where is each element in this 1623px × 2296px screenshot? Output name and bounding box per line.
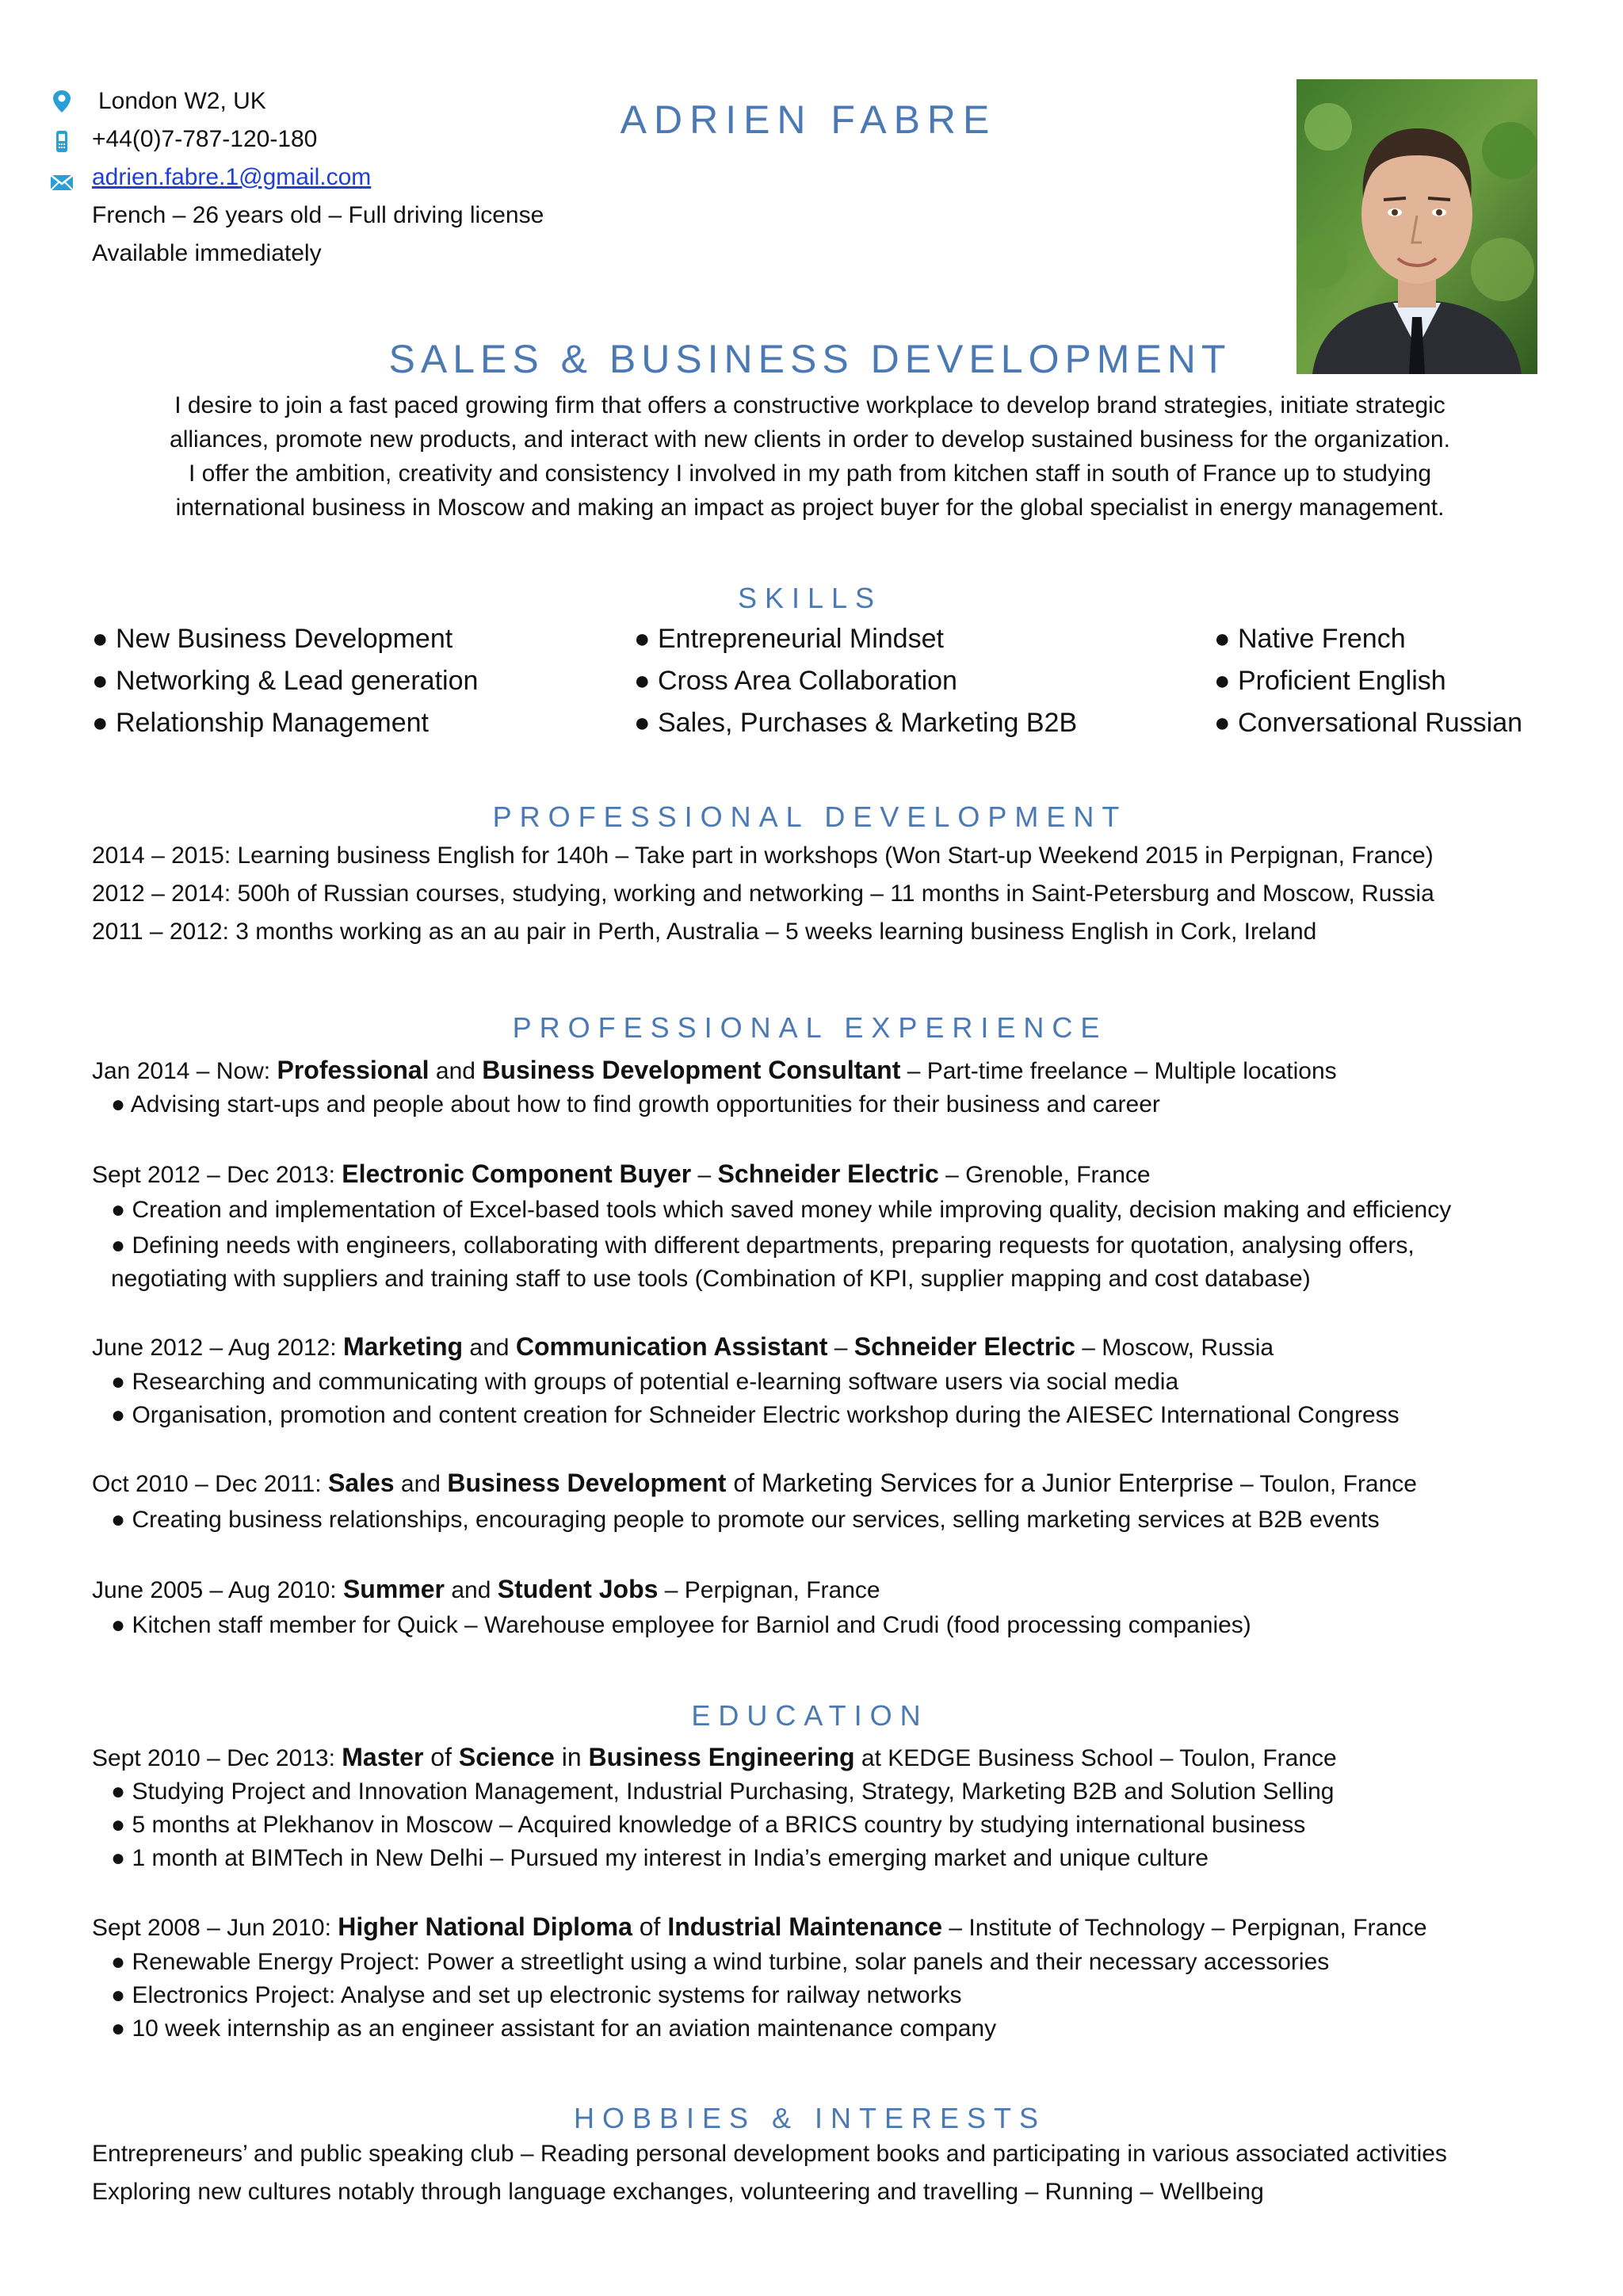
education-heading: EDUCATION <box>691 1699 929 1732</box>
job-header <box>92 1330 1274 1365</box>
text: of <box>632 1912 668 1941</box>
text: of <box>423 1743 459 1771</box>
bold-text: Schneider Electric <box>717 1159 939 1188</box>
text: Jan 2014 – Now: <box>92 1058 277 1084</box>
education-header <box>92 1910 1427 1945</box>
skill-item: ● Entrepreneurial Mindset <box>634 624 944 654</box>
job-bullet: ● Researching and communicating with groups of potential e-learning software users via social media <box>111 1369 1179 1395</box>
summary-line: I offer the ambition, creativity and consistency I involved in my path from kitchen staff in south of France up to studying <box>188 460 1432 487</box>
text: and <box>463 1335 516 1361</box>
contact-availability: Available immediately <box>92 240 322 266</box>
hobbies-heading: HOBBIES & INTERESTS <box>573 2102 1047 2134</box>
job-bullet: ● Creating business relationships, encouraging people to promote our services, selling marketing services at B2B events <box>111 1507 1380 1533</box>
contact-phone: +44(0)7-787-120-180 <box>92 126 318 152</box>
job-bullet: ● Organisation, promotion and content creation for Schneider Electric workshop during the AIESEC International Congress <box>111 1402 1400 1428</box>
skill-item: ● Networking & Lead generation <box>92 666 479 696</box>
skill-item: ● Native French <box>1214 624 1406 654</box>
job-bullet: ● Kitchen staff member for Quick – Warehouse employee for Barniol and Crudi (food processing companies) <box>111 1612 1251 1638</box>
text: Sept 2012 – Dec 2013: <box>92 1162 342 1188</box>
bold-text: Student Jobs <box>497 1575 659 1603</box>
development-entry: 2014 – 2015: Learning business English for 140h – Take part in workshops (Won Start-up Weekend 2015 in Perpignan, France) <box>92 842 1434 869</box>
skill-item: ● New Business Development <box>92 624 453 654</box>
location-pin-icon <box>49 89 74 114</box>
text: – <box>827 1335 854 1361</box>
bold-text: Business Development Consultant <box>482 1056 901 1084</box>
skill-item: ● Conversational Russian <box>1214 708 1523 738</box>
contact-location: London W2, UK <box>98 88 266 114</box>
bold-text: Sales <box>327 1469 395 1497</box>
text: and <box>394 1471 448 1497</box>
text: – Moscow, Russia <box>1075 1335 1274 1361</box>
text: in <box>554 1743 589 1771</box>
text: – Perpignan, France <box>658 1577 880 1603</box>
bold-text: Communication Assistant <box>515 1332 828 1361</box>
text: at KEDGE Business School – Toulon, France <box>854 1745 1337 1771</box>
education-bullet: ● 5 months at Plekhanov in Moscow – Acquired knowledge of a BRICS country by studying international business <box>111 1812 1306 1838</box>
text: – Grenoble, France <box>938 1162 1151 1188</box>
skill-item: ● Relationship Management <box>92 708 429 738</box>
text: and <box>445 1577 498 1603</box>
professional-experience-heading: PROFESSIONAL EXPERIENCE <box>512 1011 1108 1044</box>
text: Oct 2010 – Dec 2011: <box>92 1471 328 1497</box>
skills-heading: SKILLS <box>737 582 883 614</box>
bold-text: Summer <box>342 1575 445 1603</box>
education-bullet: ● Electronics Project: Analyse and set up electronic systems for railway networks <box>111 1982 962 2008</box>
bold-text: Marketing <box>342 1332 464 1361</box>
bold-text: Professional <box>277 1056 430 1084</box>
text: Sept 2010 – Dec 2013: <box>92 1745 342 1771</box>
bold-text: Industrial Maintenance <box>667 1912 943 1941</box>
education-header <box>92 1740 1337 1775</box>
education-bullet: ● 10 week internship as an engineer assistant for an aviation maintenance company <box>111 2015 997 2042</box>
hobby-line: Exploring new cultures notably through language exchanges, volunteering and travelling – Running – Wellbeing <box>92 2179 1264 2205</box>
job-header <box>92 1053 1337 1088</box>
candidate-name: ADRIEN FABRE <box>620 97 997 142</box>
text: Sept 2008 – Jun 2010: <box>92 1915 338 1941</box>
job-bullet: ● Defining needs with engineers, collaborating with different departments, preparing requests for quotation, analysing offers, <box>111 1232 1415 1259</box>
envelope-icon <box>49 170 74 195</box>
job-header <box>92 1157 1151 1192</box>
job-bullet: ● Advising start-ups and people about how to find growth opportunities for their business and career <box>111 1091 1160 1117</box>
text: June 2005 – Aug 2010: <box>92 1577 343 1603</box>
bold-text: Schneider Electric <box>854 1332 1075 1361</box>
text: June 2012 – Aug 2012: <box>92 1335 343 1361</box>
skill-item: ● Cross Area Collaboration <box>634 666 957 696</box>
development-entry: 2012 – 2014: 500h of Russian courses, studying, working and networking – 11 months in Saint-Petersburg and Moscow, Russia <box>92 881 1434 907</box>
bold-text: Science <box>458 1743 555 1771</box>
education-bullet: ● Studying Project and Innovation Management, Industrial Purchasing, Strategy, Marketing B2B and Solution Selling <box>111 1778 1335 1805</box>
job-bullet: ● Creation and implementation of Excel-based tools which saved money while improving quality, decision making and efficiency <box>111 1197 1452 1223</box>
summary-line: alliances, promote new products, and interact with new clients in order to develop sustained business for the organization. <box>170 426 1450 453</box>
summary <box>79 388 1541 525</box>
summary-line: international business in Moscow and making an impact as project buyer for the global specialist in energy management. <box>175 495 1445 521</box>
education-bullet: ● Renewable Energy Project: Power a streetlight using a wind turbine, solar panels and their necessary accessories <box>111 1949 1330 1975</box>
bold-text: Electronic Component Buyer <box>342 1159 692 1188</box>
contact-email-link[interactable]: adrien.fabre.1@gmail.com <box>92 164 372 190</box>
education-bullet: ● 1 month at BIMTech in New Delhi – Pursued my interest in India’s emerging market and unique culture <box>111 1845 1209 1871</box>
bold-text: Higher National Diploma <box>338 1912 632 1941</box>
text: – Institute of Technology – Perpignan, France <box>942 1915 1427 1941</box>
job-header <box>92 1466 1417 1501</box>
text: – <box>691 1162 718 1188</box>
professional-development-heading: PROFESSIONAL DEVELOPMENT <box>492 800 1128 833</box>
skill-item: ● Sales, Purchases & Marketing B2B <box>634 708 1078 738</box>
text: – Toulon, France <box>1233 1471 1417 1497</box>
job-title: SALES & BUSINESS DEVELOPMENT <box>388 337 1232 381</box>
text: and <box>429 1058 483 1084</box>
text: – Part-time freelance – Multiple locations <box>900 1058 1337 1084</box>
contact-details: French – 26 years old – Full driving license <box>92 202 544 228</box>
profile-photo <box>1296 79 1537 374</box>
development-entry: 2011 – 2012: 3 months working as an au pair in Perth, Australia – 5 weeks learning business English in Cork, Ireland <box>92 919 1317 945</box>
skill-item: ● Proficient English <box>1214 666 1446 696</box>
bold-text: Business Development <box>447 1469 727 1497</box>
text: of Marketing Services for a Junior Enterprise <box>726 1469 1234 1497</box>
mobile-phone-icon <box>49 128 74 154</box>
hobby-line: Entrepreneurs’ and public speaking club – Reading personal development books and participating in various associated activities <box>92 2141 1447 2167</box>
summary-line: I desire to join a fast paced growing firm that offers a constructive workplace to develop brand strategies, initiate strategic <box>174 392 1445 418</box>
job-bullet-continuation: negotiating with suppliers and training staff to use tools (Combination of KPI, supplier mapping and cost database) <box>111 1266 1311 1292</box>
job-header <box>92 1572 880 1607</box>
bold-text: Master <box>342 1743 424 1771</box>
bold-text: Business Engineering <box>588 1743 855 1771</box>
